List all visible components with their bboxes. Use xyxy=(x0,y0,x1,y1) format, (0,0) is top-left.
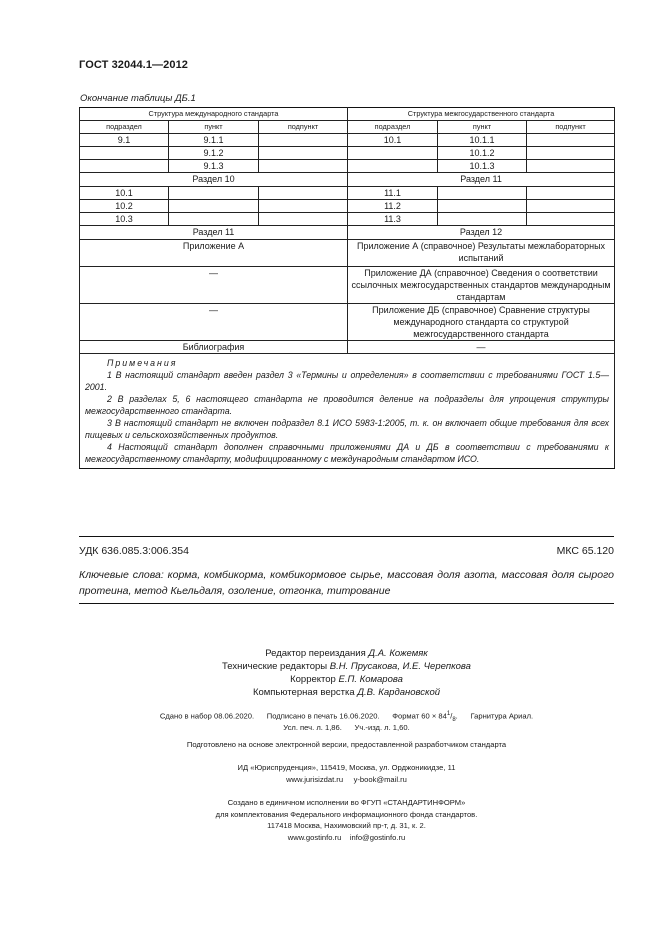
table-cell: 11.2 xyxy=(348,200,438,213)
table-cell xyxy=(259,160,348,173)
mks-code: МКС 65.120 xyxy=(556,545,614,557)
table-cell xyxy=(80,160,169,173)
producer-email-link[interactable]: info@gostinfo.ru xyxy=(349,833,406,842)
table-cell xyxy=(527,160,615,173)
note-item: 4 Настоящий стандарт дополнен справочными приложениями ДА и ДБ в соответствии с требованиями к межгосударственному стандарту, модифицированному с международным стандартом ИСО. xyxy=(85,442,610,464)
table-cell xyxy=(259,213,348,226)
publisher-site-link[interactable]: www.jurisizdat.ru xyxy=(286,775,344,784)
appendix-left: — xyxy=(80,267,348,304)
table-cell: 9.1.1 xyxy=(169,134,259,147)
table-cell: 10.3 xyxy=(80,213,169,226)
table-cell xyxy=(438,187,527,200)
appendix-left: Библиография xyxy=(80,341,348,354)
producer-line-3: 117418 Москва, Нахимовский пр-т, д. 31, к. 2. xyxy=(267,821,426,830)
table-cell: 9.1.3 xyxy=(169,160,259,173)
table-cell xyxy=(259,147,348,160)
table-cell xyxy=(259,134,348,147)
document-code-header: ГОСТ 32044.1—2012 xyxy=(79,59,189,71)
producer-contacts xyxy=(79,832,614,843)
divider-top xyxy=(79,536,614,537)
credit-editor: Редактор переиздания Д.А. Кожемяк xyxy=(265,648,428,659)
note-item: 1 В настоящий стандарт введен раздел 3 «Термины и определения» в соответствии с требованиями ГОСТ 1.5—2001. xyxy=(85,370,610,392)
table-cell: 10.1.3 xyxy=(438,160,527,173)
table-cell xyxy=(80,147,169,160)
table-cell xyxy=(259,200,348,213)
table-cell: 10.1 xyxy=(348,134,438,147)
imprint-line-1: Сдано в набор 08.06.2020. Подписано в печать 16.06.2020. Формат $60 \times 84^1/_8$. Гарнитура Ариал. xyxy=(159,711,534,724)
publisher-email-link[interactable]: y-book@mail.ru xyxy=(353,775,407,784)
table-cell: 11.3 xyxy=(348,213,438,226)
group-header-interstate: Структура межгосударственного стандарта xyxy=(348,108,615,121)
credits-block xyxy=(79,647,614,699)
table-cell xyxy=(169,213,259,226)
producer-line-2: для комплектования Федерального информационного фонда стандартов. xyxy=(215,810,478,819)
producer-site-link[interactable]: www.gostinfo.ru xyxy=(287,833,342,842)
section-label: Раздел 11 xyxy=(348,173,615,187)
table-cell xyxy=(348,160,438,173)
appendix-right: — xyxy=(348,341,615,354)
udk-code: УДК 636.085.3:006.354 xyxy=(79,545,189,557)
col-header: подпункт xyxy=(259,121,348,134)
col-header: пункт xyxy=(438,121,527,134)
producer-line-1: Создано в единичном исполнении во ФГУП «СТАНДАРТИНФОРМ» xyxy=(227,798,466,807)
table-cell: 10.1.2 xyxy=(438,147,527,160)
col-header: подраздел xyxy=(348,121,438,134)
col-header: пункт xyxy=(169,121,259,134)
appendix-right: Приложение ДБ (справочное) Сравнение структуры международного стандарта со структурой межгосударственного стандарта xyxy=(348,304,615,341)
col-header: подпункт xyxy=(527,121,615,134)
table-cell xyxy=(259,187,348,200)
table-cell: 10.1.1 xyxy=(438,134,527,147)
table-cell xyxy=(438,213,527,226)
col-header: подраздел xyxy=(80,121,169,134)
publisher-contacts xyxy=(79,774,614,785)
appendix-left: Приложение А xyxy=(80,240,348,267)
rows-block-a xyxy=(80,134,615,173)
section-label: Раздел 11 xyxy=(80,226,348,240)
table-cell: 9.1.2 xyxy=(169,147,259,160)
section-label: Раздел 12 xyxy=(348,226,615,240)
divider-bottom xyxy=(79,603,614,604)
table-cell xyxy=(438,200,527,213)
table-cell: 9.1 xyxy=(80,134,169,147)
table-notes xyxy=(80,354,615,469)
table-cell xyxy=(169,187,259,200)
group-header-international: Структура международного стандарта xyxy=(80,108,348,121)
table-cell xyxy=(527,200,615,213)
imprint-line-2: Усл. печ. л. 1,86. Уч.-изд. л. 1,60. xyxy=(283,723,410,732)
table-cell xyxy=(527,134,615,147)
credit-proofreader: Корректор Е.П. Комарова xyxy=(290,674,403,685)
structure-comparison-table xyxy=(79,107,615,469)
keywords: Ключевые слова: корма, комбикорма, комбикормовое сырье, массовая доля азота, массовая доля сырого протеина, метод Кьельдаля, озоление, отгонка, титрование xyxy=(79,569,614,597)
table-caption: Окончание таблицы ДБ.1 xyxy=(80,93,196,104)
table-cell: 10.2 xyxy=(80,200,169,213)
table-cell xyxy=(527,147,615,160)
table-cell: 11.1 xyxy=(348,187,438,200)
credit-layout: Компьютерная верстка Д.В. Кардановской xyxy=(252,687,441,698)
imprint-line-3: Подготовлено на основе электронной версии, предоставленной разработчиком стандарта xyxy=(186,740,507,749)
table-cell xyxy=(527,187,615,200)
note-item: 3 В настоящий стандарт не включен подраздел 8.1 ИСО 5983-1:2005, т. к. он включает общие требования для всех пищевых и сельскохозяйственных продуктов. xyxy=(85,418,610,440)
appendix-left: — xyxy=(80,304,348,341)
note-item: 2 В разделах 5, 6 настоящего стандарта не проводится деление на подразделы для упрощения структуры межгосударственного стандарта. xyxy=(85,394,610,416)
table-cell: 10.1 xyxy=(80,187,169,200)
table-cell xyxy=(527,213,615,226)
table-cell xyxy=(348,147,438,160)
notes-title: Примечания xyxy=(107,358,178,368)
appendix-right: Приложение ДА (справочное) Сведения о соответствии ссылочных межгосударственных стандартов международным стандартам xyxy=(348,267,615,304)
appendix-right: Приложение А (справочное) Результаты межлабораторных испытаний xyxy=(348,240,615,267)
credit-tech-editors: Технические редакторы В.Н. Прусакова, И.Е. Черепкова xyxy=(222,661,471,672)
section-label: Раздел 10 xyxy=(80,173,348,187)
publisher-address: ИД «Юриспруденция», 115419, Москва, ул. Орджоникидзе, 11 xyxy=(237,763,456,772)
table-cell xyxy=(169,200,259,213)
